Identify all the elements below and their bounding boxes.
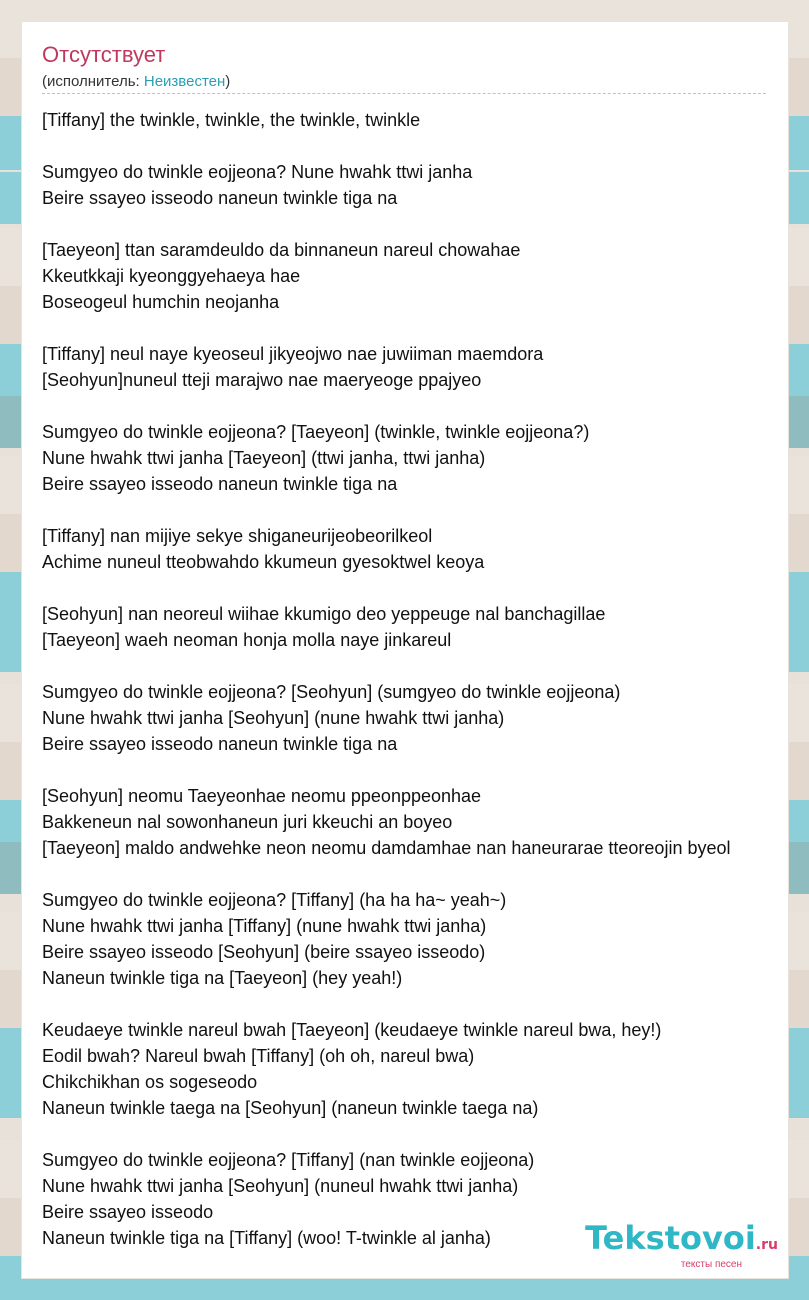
lyrics-line: Beire ssayeo isseodo naneun twinkle tiga na (42, 734, 398, 754)
lyrics-line: [Tiffany] nan mijiye sekye shiganeurijeobeorilkeol (42, 526, 433, 546)
logo-tagline: тексты песен (680, 1259, 742, 1270)
logo-name: Tekstovoi (585, 1219, 756, 1257)
lyrics-stanza (42, 1017, 788, 1121)
lyrics-stanza (42, 159, 788, 211)
artist-link[interactable]: Неизвестен (143, 73, 226, 90)
lyrics-line: Naneun twinkle tiga na [Taeyeon] (hey yeah!) (42, 968, 403, 988)
lyrics-line: Nune hwahk ttwi janha [Seohyun] (nuneul hwahk ttwi janha) (42, 1176, 519, 1196)
lyrics-line: [Seohyun] nan neoreul wiihae kkumigo deo yeppeuge nal banchagillae (42, 604, 606, 624)
lyrics-line: Kkeutkkaji kyeonggyehaeya hae (42, 266, 301, 286)
site-logo[interactable] (585, 1219, 778, 1270)
lyrics-line: Beire ssayeo isseodo naneun twinkle tiga na (42, 474, 398, 494)
lyrics-line: [Taeyeon] waeh neoman honja molla naye jinkareul (42, 630, 452, 650)
lyrics-line: Keudaeye twinkle nareul bwah [Taeyeon] (keudaeye twinkle nareul bwa, hey!) (42, 1020, 662, 1040)
lyrics-line: [Tiffany] the twinkle, twinkle, the twinkle, twinkle (42, 110, 421, 130)
lyrics-line: [Tiffany] neul naye kyeoseul jikyeojwo nae juwiiman maemdora (42, 344, 544, 364)
lyrics-stanza (42, 341, 788, 393)
lyrics-text (42, 107, 788, 1277)
title-divider (42, 93, 766, 94)
lyrics-stanza (42, 523, 788, 575)
lyrics-line: Beire ssayeo isseodo (42, 1202, 214, 1222)
performer-prefix: (исполнитель: (42, 73, 144, 90)
lyrics-line: Nune hwahk ttwi janha [Seohyun] (nune hwahk ttwi janha) (42, 708, 505, 728)
lyrics-stanza (42, 601, 788, 653)
lyrics-stanza (42, 237, 788, 315)
lyrics-line: Nune hwahk ttwi janha [Taeyeon] (ttwi janha, ttwi janha) (42, 448, 486, 468)
lyrics-stanza (42, 419, 788, 497)
lyrics-line: Naneun twinkle taega na [Seohyun] (naneun twinkle taega na) (42, 1098, 539, 1118)
lyrics-line: Sumgyeo do twinkle eojjeona? [Tiffany] (ha ha ha~ yeah~) (42, 890, 507, 910)
lyrics-line: Nune hwahk ttwi janha [Tiffany] (nune hwahk ttwi janha) (42, 916, 487, 936)
lyrics-line: [Taeyeon] maldo andwehke neon neomu damdamhae nan haneurarae tteoreojin byeol (42, 838, 731, 858)
lyrics-stanza (42, 783, 788, 861)
lyrics-line: [Taeyeon] ttan saramdeuldo da binnaneun nareul chowahae (42, 240, 521, 260)
performer-suffix: ) (225, 73, 231, 90)
lyrics-line: Chikchikhan os sogeseodo (42, 1072, 258, 1092)
performer-line (42, 73, 230, 90)
lyrics-stanza (42, 887, 788, 991)
lyrics-line: Boseogeul humchin neojanha (42, 292, 280, 312)
lyrics-stanza (42, 679, 788, 757)
lyrics-line: Eodil bwah? Nareul bwah [Tiffany] (oh oh, nareul bwa) (42, 1046, 475, 1066)
lyrics-line: Sumgyeo do twinkle eojjeona? [Seohyun] (sumgyeo do twinkle eojjeona) (42, 682, 621, 702)
lyrics-line: Sumgyeo do twinkle eojjeona? [Taeyeon] (twinkle, twinkle eojjeona?) (42, 422, 590, 442)
lyrics-line: Beire ssayeo isseodo [Seohyun] (beire ssayeo isseodo) (42, 942, 486, 962)
lyrics-card (22, 22, 788, 1278)
lyrics-stanza (42, 107, 788, 133)
lyrics-line: Sumgyeo do twinkle eojjeona? Nune hwahk ttwi janha (42, 162, 473, 182)
page-title: Отсутствует (42, 42, 166, 67)
lyrics-line: [Seohyun] neomu Taeyeonhae neomu ppeonppeonhae (42, 786, 482, 806)
lyrics-line: Beire ssayeo isseodo naneun twinkle tiga na (42, 188, 398, 208)
lyrics-line: [Seohyun]nuneul tteji marajwo nae maeryeoge ppajyeo (42, 370, 482, 390)
lyrics-line: Bakkeneun nal sowonhaneun juri kkeuchi an boyeo (42, 812, 453, 832)
lyrics-line: Sumgyeo do twinkle eojjeona? [Tiffany] (nan twinkle eojjeona) (42, 1150, 535, 1170)
logo-tld: .ru (755, 1237, 778, 1253)
lyrics-line: Achime nuneul tteobwahdo kkumeun gyesoktwel keoya (42, 552, 485, 572)
lyrics-line: Naneun twinkle tiga na [Tiffany] (woo! T-twinkle al janha) (42, 1228, 491, 1248)
